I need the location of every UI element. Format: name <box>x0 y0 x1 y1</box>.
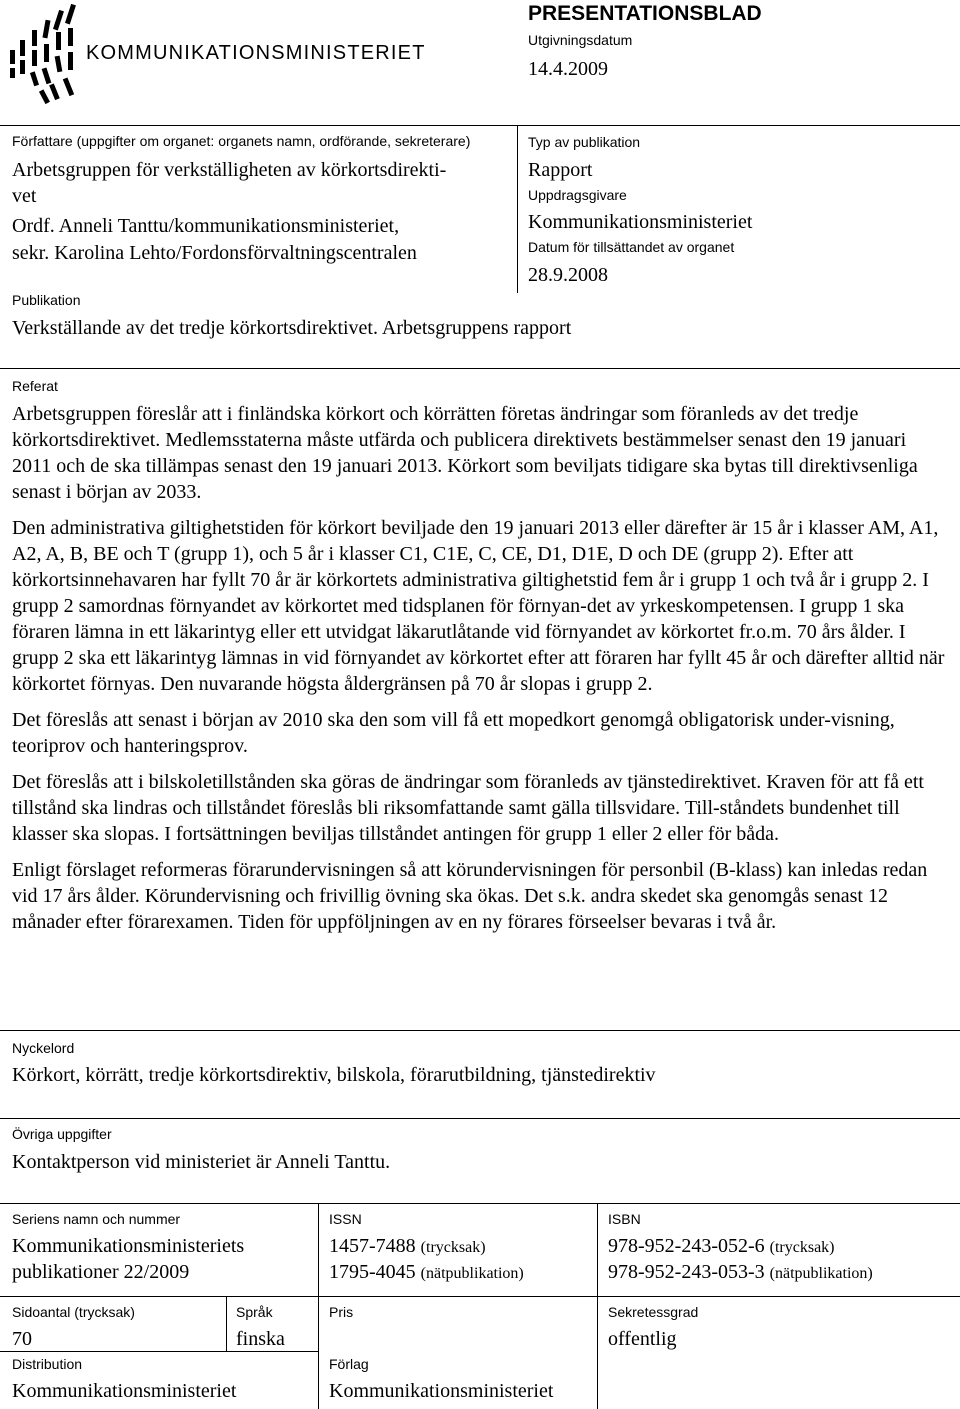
publication-type-value: Rapport <box>528 159 593 181</box>
publisher-label: Förlag <box>329 1356 369 1372</box>
issn-print-number: 1457-7488 <box>329 1235 416 1257</box>
isbn-online-note: (nätpublikation) <box>769 1265 873 1282</box>
appointed-date-value: 28.9.2008 <box>528 264 608 286</box>
divider <box>0 1118 960 1119</box>
divider <box>318 1203 319 1409</box>
abstract-body <box>12 401 948 945</box>
issn-online-note: (nätpublikation) <box>420 1265 524 1282</box>
logo-text: KOMMUNIKATIONSMINISTERIET <box>86 42 426 64</box>
series-label: Seriens namn och nummer <box>12 1211 181 1227</box>
other-info-label: Övriga uppgifter <box>12 1126 112 1142</box>
abstract-paragraph: Enligt förslaget reformeras förarundervisningen så att körundervisningen för personbil (B-klass) kan inledas redan vid 17 års ålder. Körundervisning och frivillig övning ska ökas. Det s.k. andra skedet ska genomgås senast 12 månader efter förarexamen. Tiden för uppföljningen av en ny förares förseelser bevaras i två år. <box>12 859 928 933</box>
commissioner-label: Uppdragsgivare <box>528 187 627 203</box>
issn-online-number: 1795-4045 <box>329 1261 416 1283</box>
issue-date-value: 14.4.2009 <box>528 58 608 80</box>
abstract-paragraph: Det föreslås att i bilskoletillstånden ska göras de ändringar som föranleds av tjänstedirektivet. Kraven för att få ett tillstånd ska lindras och tillståndet föreslås bli riksomfattande samt gälla tillsvidare. Till-ståndets bundenhet till klasser ska slopas. I fortsättningen beviljas tillståndet antingen för grupp 1 eller 2 eller för båda. <box>12 771 924 845</box>
issn-label: ISSN <box>329 1211 362 1227</box>
divider <box>0 125 960 126</box>
series-line-1: Kommunikationsministeriets <box>12 1235 245 1257</box>
document-type-title: PRESENTATIONSBLAD <box>528 2 762 25</box>
series-line-2: publikationer 22/2009 <box>12 1261 190 1283</box>
divider <box>517 125 518 293</box>
isbn-print-note: (trycksak) <box>769 1239 835 1256</box>
abstract-paragraph: Det föreslås att senast i början av 2010 ska den som vill få ett mopedkort genomgå obligatorisk under-visning, teoriprov och hanteringsprov. <box>12 709 895 757</box>
issn-print <box>329 1233 486 1261</box>
isbn-online <box>608 1259 873 1287</box>
confidentiality-value: offentlig <box>608 1328 677 1350</box>
publication-label: Publikation <box>12 292 81 308</box>
isbn-print-number: 978-952-243-052-6 <box>608 1235 765 1257</box>
divider <box>226 1296 227 1351</box>
abstract-paragraph: Arbetsgruppen föreslår att i finländska körkort och körrätten företas ändringar som föranleds av det tredje körkortsdirektivet. Medlemsstaterna måste utfärda och publicera direktivets bestämmelser senast den 19 januari 2011 och de ska tillämpas senast den 19 januari 2013. Körkort som beviljats tidigare ska bytas till direktivsenliga senast i början av 2033. <box>12 403 918 503</box>
pages-label: Sidoantal (trycksak) <box>12 1304 135 1320</box>
authors-line-4: sekr. Karolina Lehto/Fordonsförvaltningscentralen <box>12 242 417 264</box>
issn-online <box>329 1259 524 1287</box>
issue-date-label: Utgivningsdatum <box>528 32 633 48</box>
divider <box>597 1203 598 1409</box>
isbn-print <box>608 1233 835 1261</box>
authors-line-1: Arbetsgruppen för verkställigheten av körkortsdirekti- <box>12 159 447 181</box>
publication-type-label: Typ av publikation <box>528 134 641 150</box>
issn-print-note: (trycksak) <box>420 1239 486 1256</box>
distribution-value: Kommunikationsministeriet <box>12 1380 237 1402</box>
publication-value: Verkställande av det tredje körkortsdirektivet. Arbetsgruppens rapport <box>12 317 572 339</box>
language-value: finska <box>236 1328 285 1350</box>
pages-value: 70 <box>12 1328 32 1350</box>
keywords-label: Nyckelord <box>12 1040 75 1056</box>
appointed-date-label: Datum för tillsättandet av organet <box>528 239 735 255</box>
logo-emblem-icon <box>8 0 84 112</box>
price-label: Pris <box>329 1304 354 1320</box>
divider <box>0 1030 960 1031</box>
authors-label: Författare (uppgifter om organet: organets namn, ordförande, sekreterare) <box>12 133 471 149</box>
ministry-logo <box>8 0 508 112</box>
divider <box>0 368 960 369</box>
isbn-label: ISBN <box>608 1211 641 1227</box>
publisher-value: Kommunikationsministeriet <box>329 1380 554 1402</box>
other-info-value: Kontaktperson vid ministeriet är Anneli Tanttu. <box>12 1151 391 1173</box>
divider <box>0 1296 960 1297</box>
confidentiality-label: Sekretessgrad <box>608 1304 699 1320</box>
divider <box>0 1203 960 1204</box>
language-label: Språk <box>236 1304 273 1320</box>
abstract-label: Referat <box>12 378 58 394</box>
keywords-value: Körkort, körrätt, tredje körkortsdirektiv, bilskola, förarutbildning, tjänstedirektiv <box>12 1064 656 1086</box>
isbn-online-number: 978-952-243-053-3 <box>608 1261 765 1283</box>
commissioner-value: Kommunikationsministeriet <box>528 211 753 233</box>
abstract-paragraph: Den administrativa giltighetstiden för körkort beviljade den 19 januari 2013 eller därefter är 15 år i klasser AM, A1, A2, A, B, BE och T (grupp 1), och 5 år i klasser C1, C1E, C, CE, D1, D1E, D och DE (grupp 2). Efter att körkortsinnehavaren har fyllt 70 år är körkortets administrativa giltighetstid fem år i grupp 1 och två år i grupp 2. I grupp 2 samordnas förnyandet av körkortet med tidsplanen för förnyan-det av yrkeskompetensen. I grupp 1 ska föraren lämna in ett läkarintyg eller ett utvidgat läkarutlåtande vid förnyandet av körkortet fr.o.m. 70 års ålder. I grupp 2 ska ett läkarintyg lämnas in vid förnyandet av körkortet efter att föraren har fyllt 45 år och därefter alltid när körkortet förnyas. Den nuvarande högsta åldergränsen på 70 år slopas i grupp 2. <box>12 517 945 695</box>
distribution-label: Distribution <box>12 1356 83 1372</box>
authors-line-3: Ordf. Anneli Tanttu/kommunikationsministeriet, <box>12 215 400 237</box>
authors-line-2: vet <box>12 185 37 207</box>
